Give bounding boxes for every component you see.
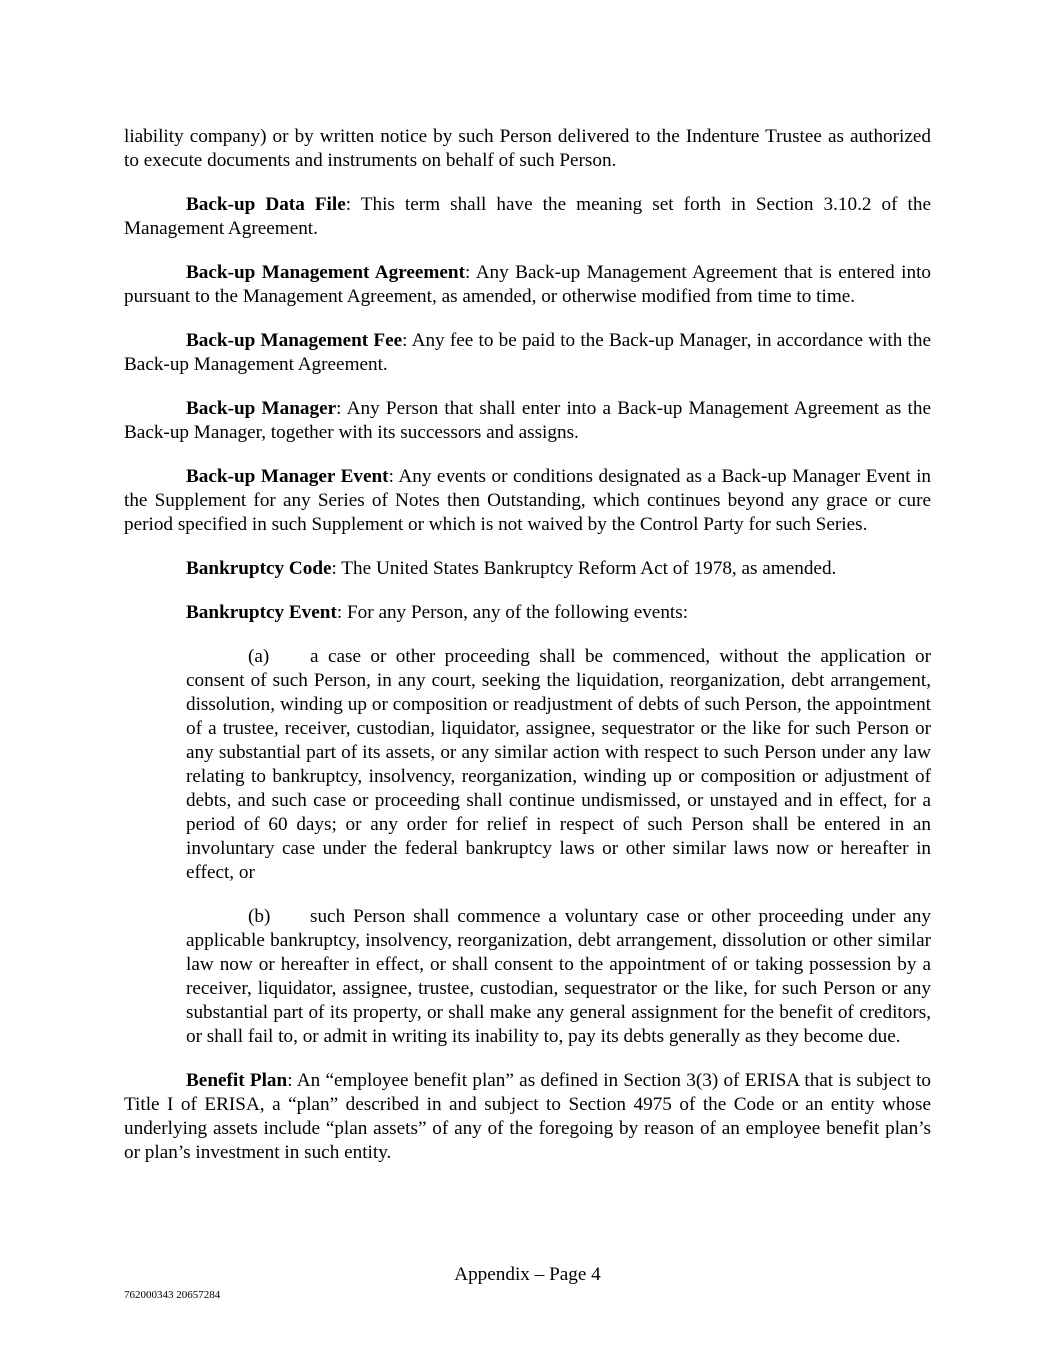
definition-bankruptcy-event	[124, 601, 931, 625]
subclause-text: a case or other proceeding shall be commenced, without the application or consent of such Person, in any court, seeking the liquidation, reorganization, debt arrangement, dissolution, winding up or composition or readjustment of debts of such Person, the appointment of a trustee, receiver, custodian, liquidator, assignee, sequestrator or the like for such Person or any substantial part of its assets, or any similar action with respect to such Person under any law relating to bankruptcy, insolvency, reorganization, winding up or composition or adjustment of debts, and such case or proceeding shall continue undismissed, or unstayed and in effect, for a period of 60 days; or any order for relief in respect of such Person shall be entered in an involuntary case under the federal bankruptcy laws or other similar laws now or hereafter in effect, or	[186, 646, 931, 883]
definition-bankruptcy-code	[124, 557, 931, 581]
definition-text: : This term shall have the meaning set forth in Section 3.10.2 of the Management Agreement.	[124, 194, 931, 239]
definition-benefit-plan	[124, 1069, 931, 1165]
definition-text: : Any Back-up Management Agreement that is entered into pursuant to the Management Agreement, as amended, or otherwise modified from time to time.	[124, 262, 931, 307]
defined-term: Back-up Management Fee	[186, 330, 403, 351]
subclause-label: (b)	[248, 906, 271, 927]
subclause-text: such Person shall commence a voluntary case or other proceeding under any applicable bankruptcy, insolvency, reorganization, debt arrangement, dissolution or other similar law now or hereafter in effect, or shall consent to the appointment of or taking possession by a receiver, liquidator, assignee, trustee, custodian, sequestrator or the like, for such Person or any substantial part of its property, or shall make any general assignment for the benefit of creditors, or shall fail to, or admit in writing its inability to, pay its debts generally as they become due.	[186, 906, 931, 1047]
page-number-footer: Appendix – Page 4	[454, 1264, 601, 1285]
subclause-label: (a)	[248, 646, 270, 667]
definition-text: : Any fee to be paid to the Back-up Manager, in accordance with the Back-up Management Agreement.	[124, 330, 931, 375]
definition-text: : Any Person that shall enter into a Back-up Management Agreement as the Back-up Manager, together with its successors and assigns.	[124, 398, 931, 443]
definition-back-up-manager	[124, 397, 931, 445]
definition-back-up-manager-event	[124, 465, 931, 537]
defined-term: Bankruptcy Code	[186, 558, 332, 579]
definition-text: : For any Person, any of the following events:	[336, 602, 689, 623]
document-body	[124, 125, 931, 1185]
definition-back-up-data-file	[124, 193, 931, 241]
definition-back-up-management-agreement	[124, 261, 931, 309]
subclause-a	[186, 645, 931, 885]
defined-term: Back-up Manager Event	[186, 466, 389, 487]
defined-term: Back-up Management Agreement	[186, 262, 465, 283]
definition-text: : The United States Bankruptcy Reform Act of 1978, as amended.	[331, 558, 837, 579]
document-id-footer: 762000343 20657284	[124, 1289, 221, 1301]
defined-term: Back-up Manager	[186, 398, 337, 419]
definition-back-up-management-fee	[124, 329, 931, 377]
subclause-b	[186, 905, 931, 1049]
defined-term: Back-up Data File	[186, 194, 346, 215]
definition-text: : Any events or conditions designated as a Back-up Manager Event in the Supplement for any Series of Notes then Outstanding, which continues beyond any grace or cure period specified in such Supplement or which is not waived by the Control Party for such Series.	[124, 466, 931, 535]
defined-term: Bankruptcy Event	[186, 602, 337, 623]
defined-term: Benefit Plan	[186, 1070, 288, 1091]
continuation-paragraph: liability company) or by written notice by such Person delivered to the Indenture Trustee as authorized to execute documents and instruments on behalf of such Person.	[124, 126, 931, 171]
definition-text: : An “employee benefit plan” as defined in Section 3(3) of ERISA that is subject to Title I of ERISA, a “plan” described in and subject to Section 4975 of the Code or an entity whose underlying assets include “plan assets” of any of the foregoing by reason of an employee benefit plan’s or plan’s investment in such entity.	[124, 1070, 931, 1163]
